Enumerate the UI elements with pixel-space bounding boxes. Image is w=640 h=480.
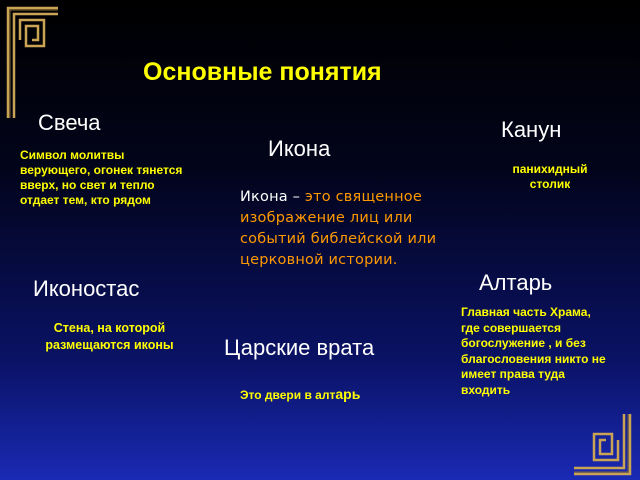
- iconostasis-description: Стена, на которой размещаются иконы: [45, 321, 174, 352]
- altar-heading: Алтарь: [479, 270, 553, 295]
- royal-doors-heading: Царские врата: [224, 335, 375, 360]
- candle-description: Символ молитвы верующего, огонек тянется вверх, но свет и тепло отдает тем, кто рядом: [20, 148, 183, 207]
- corner-ornament-bottom-right: [570, 410, 640, 480]
- royal-doors-description: [240, 387, 360, 403]
- candle-heading: Свеча: [38, 110, 101, 135]
- icon-definition: [240, 187, 450, 271]
- icon-definition-text: это священное изображение лиц или событий библейской или церковной истории.: [240, 189, 437, 268]
- icon-term: Икона –: [240, 189, 301, 205]
- royal-doors-description-prefix: Это двери в алт: [240, 388, 336, 402]
- royal-doors-description-suffix: арь: [335, 386, 361, 402]
- iconostasis-heading: Иконостас: [33, 276, 140, 301]
- corner-ornament-top-left: [0, 0, 62, 120]
- slide-title: Основные понятия: [143, 58, 382, 86]
- kanun-heading: Канун: [501, 117, 562, 142]
- icon-heading: Икона: [268, 136, 331, 161]
- kanun-description: панихидный столик: [512, 162, 588, 191]
- altar-description: Главная часть Храма, где совершается богослужение , и без благословения никто не имеет права туда входить: [461, 305, 606, 397]
